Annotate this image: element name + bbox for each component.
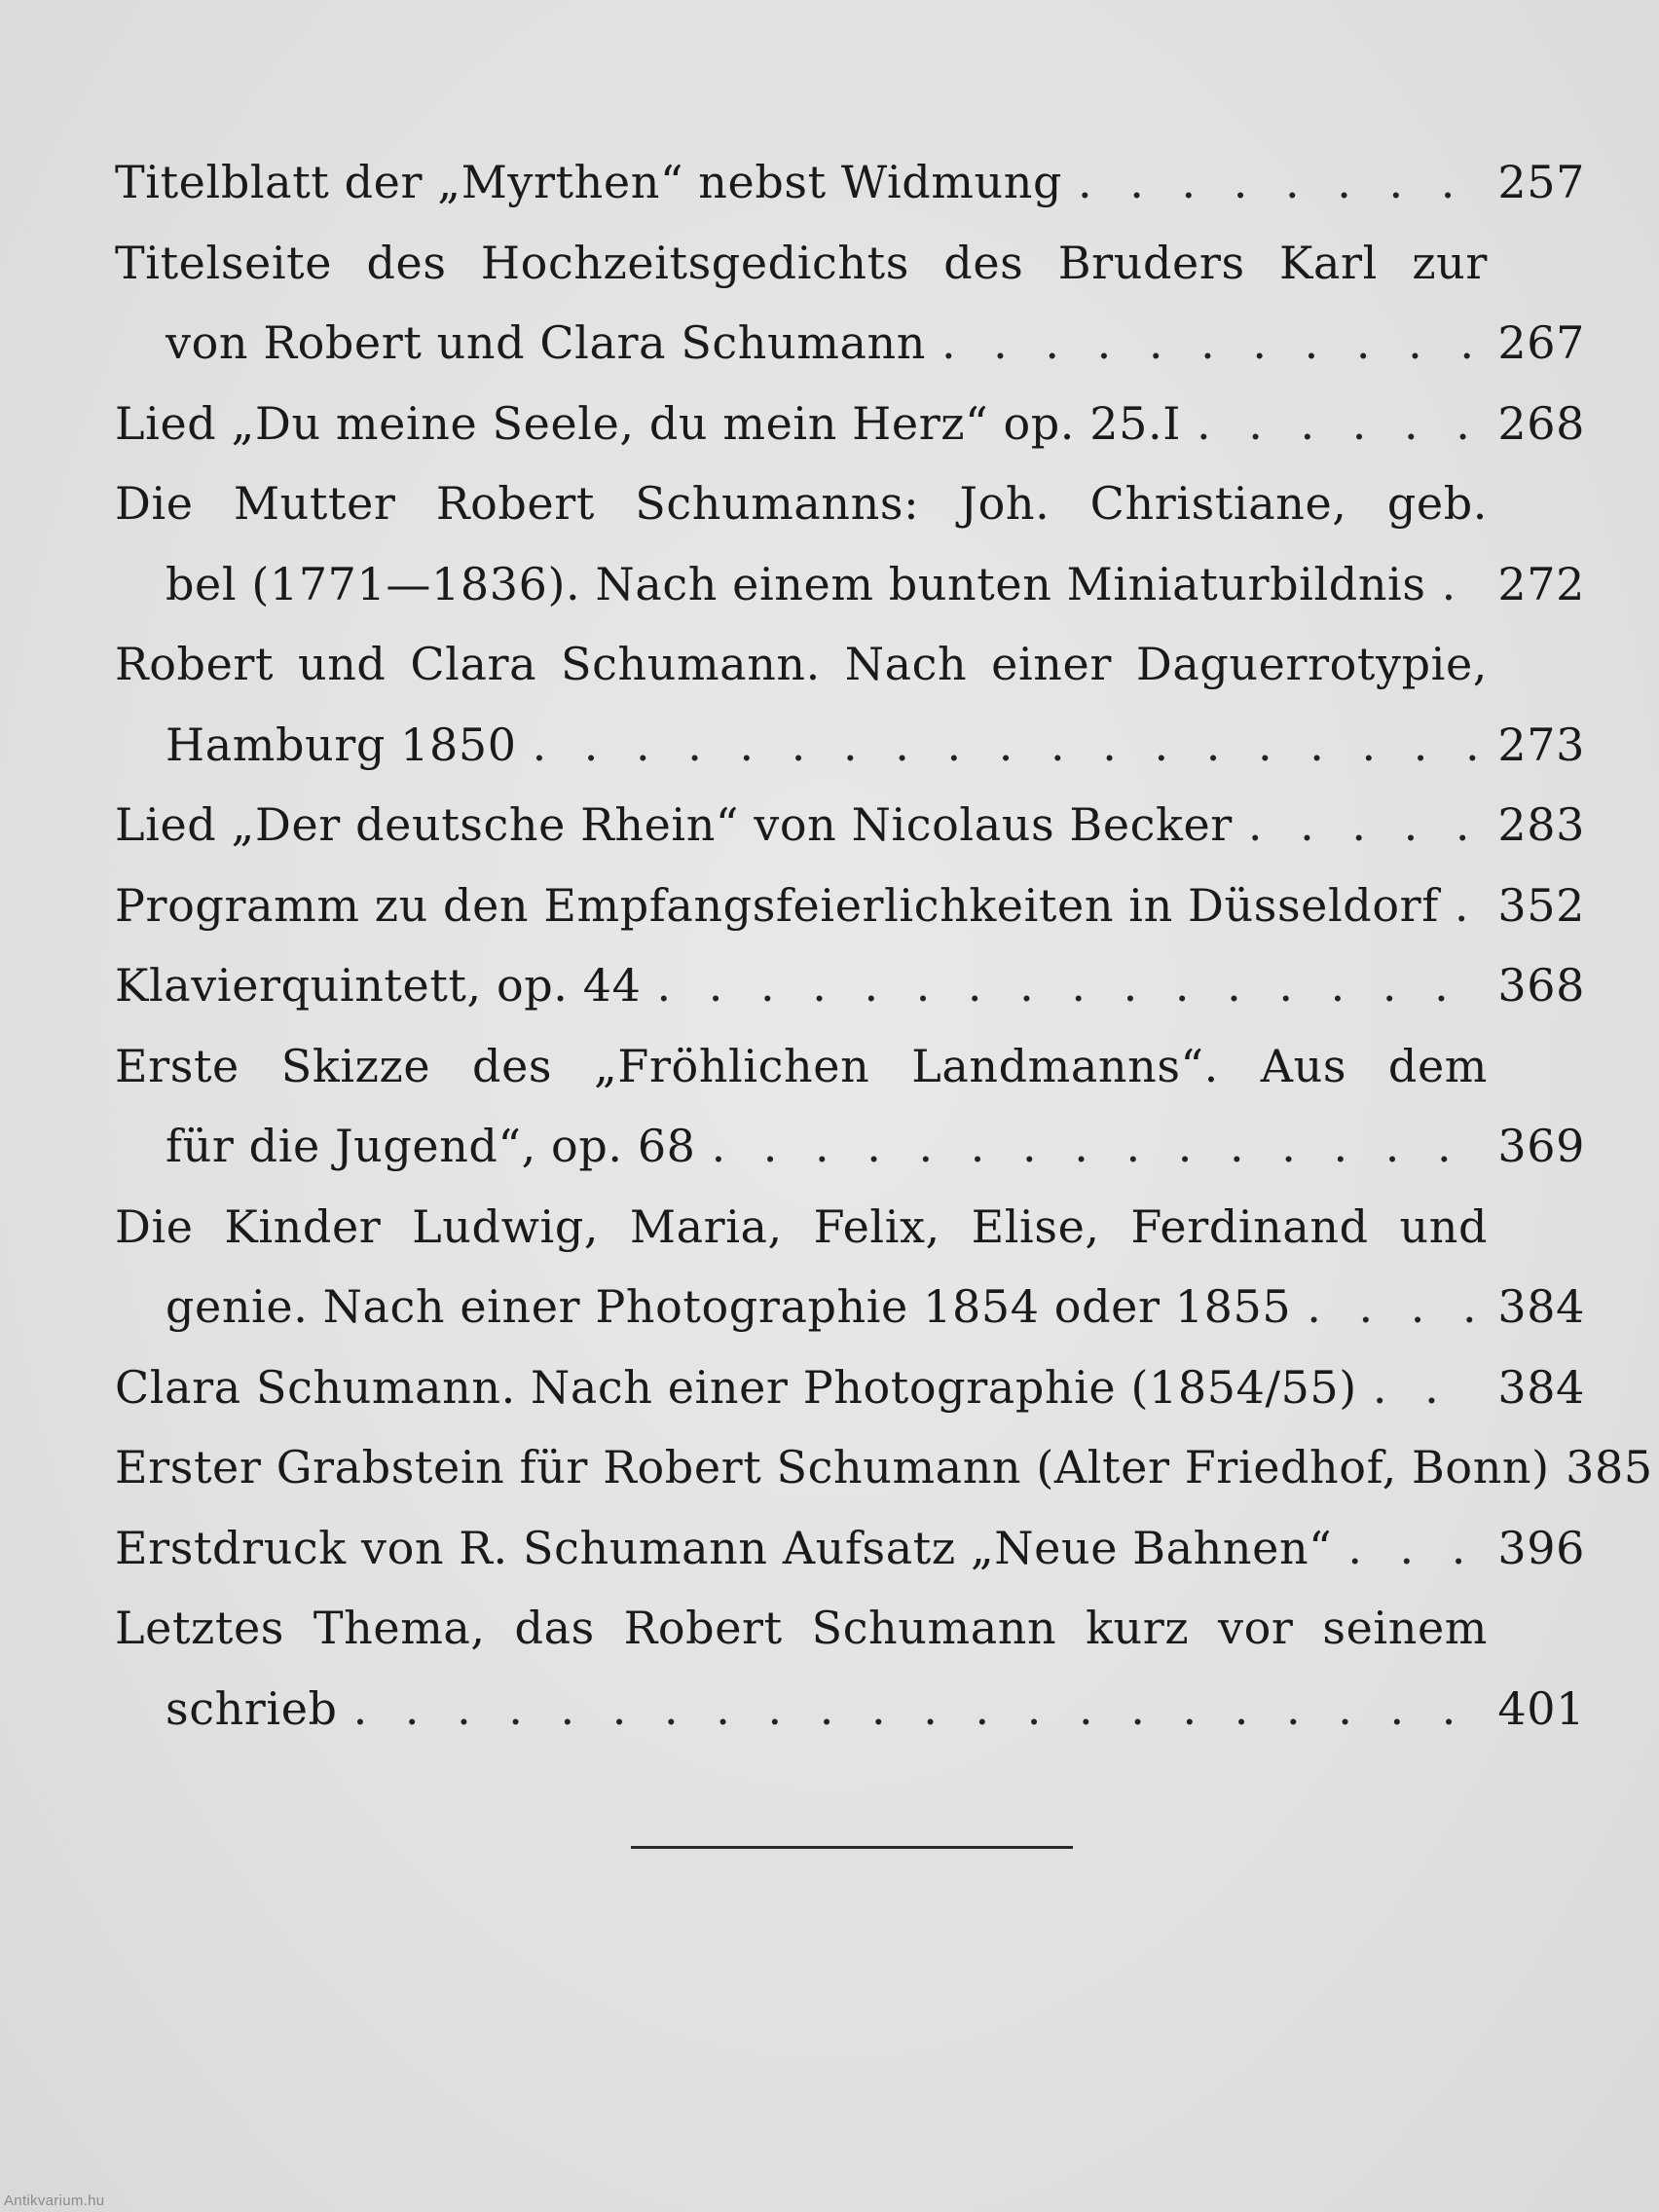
toc-entry [115, 945, 1585, 1026]
toc-entry [115, 1508, 1585, 1589]
entry-title-continued: Hamburg 1850 [166, 718, 517, 771]
page-number: 273 [1497, 718, 1585, 771]
dot-leader [1347, 1508, 1478, 1589]
list-of-illustrations [115, 142, 1653, 1749]
page-number: 272 [1497, 557, 1585, 610]
toc-entry [115, 384, 1585, 464]
dot-leader [1442, 544, 1478, 625]
entry-title-continued: bel (1771—1836). Nach einem bunten Miniaturbildnis [166, 557, 1426, 610]
toc-entry [115, 624, 1585, 785]
toc-entry [115, 1026, 1585, 1187]
dot-leader [533, 705, 1478, 786]
toc-entry [115, 142, 1585, 223]
page-number: 283 [1497, 798, 1585, 851]
page-number: 384 [1497, 1280, 1585, 1333]
dot-leader [353, 1669, 1478, 1750]
entry-title: Erste Skizze des „Fröhlichen Landmanns“. Aus dem [115, 1039, 1488, 1092]
page-number: 384 [1497, 1360, 1585, 1414]
dot-leader [1373, 1347, 1478, 1428]
dot-leader [1455, 866, 1478, 946]
page-number: 257 [1497, 156, 1585, 208]
entry-title-continued: für die Jugend“, op. 68 [166, 1120, 696, 1172]
dot-leader [941, 303, 1478, 384]
entry-title: Letztes Thema, das Robert Schumann kurz vor seinem [115, 1602, 1488, 1654]
entry-title: Erstdruck von R. Schumann Aufsatz „Neue Bahnen“ [115, 1521, 1333, 1574]
dot-leader [656, 945, 1478, 1026]
page-number: 267 [1497, 316, 1585, 369]
entry-title: Die Mutter Robert Schumanns: Joh. Christiane, geb. [115, 477, 1488, 530]
entry-title: Robert und Clara Schumann. Nach einer Daguerrotypie, [115, 638, 1488, 690]
watermark: Antikvarium.hu [4, 2193, 105, 2209]
toc-entry [115, 785, 1585, 866]
page-number: 352 [1497, 878, 1585, 932]
toc-entry [115, 223, 1585, 384]
entry-title: Clara Schumann. Nach einer Photographie (1854/55) [115, 1360, 1357, 1414]
toc-entry [115, 866, 1585, 946]
entry-title: Erster Grabstein für Robert Schumann (Alter Friedhof, Bonn) [115, 1441, 1550, 1493]
entry-title-continued: von Robert und Clara Schumann [166, 316, 926, 369]
entry-title: Titelseite des Hochzeitsgedichts des Bruders Karl zur [115, 236, 1488, 289]
page-number: 396 [1497, 1521, 1585, 1574]
page-number: 369 [1497, 1120, 1585, 1172]
dot-leader [1078, 142, 1478, 223]
dot-leader [1197, 384, 1478, 464]
entry-title: Programm zu den Empfangsfeierlichkeiten in Düsseldorf [115, 878, 1439, 932]
entry-title: Titelblatt der „Myrthen“ nebst Widmung [115, 156, 1063, 208]
dot-leader [1248, 785, 1478, 866]
entry-title: Die Kinder Ludwig, Maria, Felix, Elise, Ferdinand und [115, 1199, 1488, 1253]
entry-title: Lied „Der deutsche Rhein“ von Nicolaus Becker [115, 798, 1233, 851]
toc-entry [115, 1427, 1653, 1508]
entry-title-continued: schrieb [166, 1681, 338, 1735]
toc-entry [115, 1187, 1585, 1347]
dot-leader [712, 1106, 1478, 1187]
entry-title: Lied „Du meine Seele, du mein Herz“ op. 25.I [115, 396, 1181, 450]
toc-entry [115, 463, 1585, 624]
toc-entry [115, 1347, 1585, 1428]
entry-title: Klavierquintett, op. 44 [115, 959, 642, 1012]
page-number: 401 [1497, 1681, 1585, 1735]
page-number: 368 [1497, 959, 1585, 1012]
toc-entry [115, 1588, 1585, 1749]
page-number: 385 [1566, 1441, 1653, 1493]
dot-leader [1307, 1267, 1478, 1347]
closing-rule [631, 1846, 1073, 1849]
page-number: 268 [1497, 396, 1585, 450]
entry-title-continued: genie. Nach einer Photographie 1854 oder 1855 [166, 1280, 1292, 1333]
